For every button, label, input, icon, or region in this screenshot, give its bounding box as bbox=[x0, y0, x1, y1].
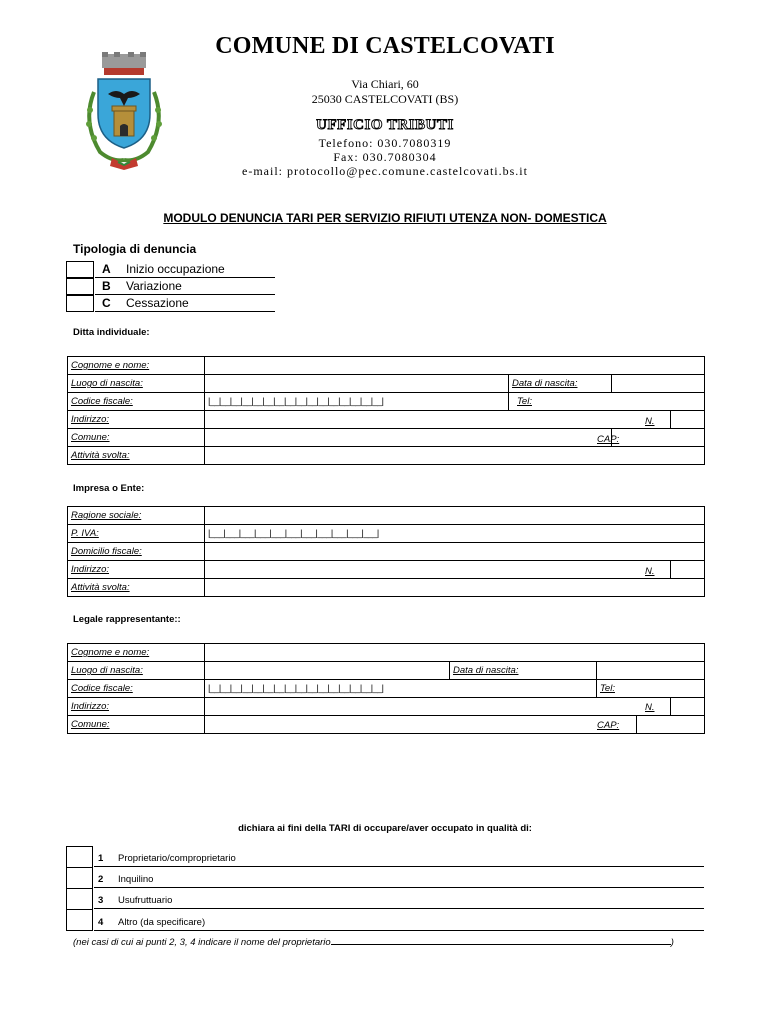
ragione-sociale-label: Ragione sociale: bbox=[68, 507, 205, 525]
phone-number: Telefono: 030.7080319 bbox=[318, 136, 452, 150]
dichiara-heading: dichiara ai fini della TARI di occupare/aver occupato in qualità di: bbox=[238, 823, 532, 834]
data-nascita-field[interactable] bbox=[612, 375, 705, 393]
domicilio-fiscale-label: Domicilio fiscale: bbox=[68, 543, 205, 561]
impresa-table bbox=[67, 506, 705, 597]
form-title: MODULO DENUNCIA TARI PER SERVIZIO RIFIUTI UTENZA NON- DOMESTICA bbox=[163, 211, 607, 225]
legale-heading: Legale rappresentante:: bbox=[73, 614, 181, 625]
table-row bbox=[68, 375, 705, 393]
cognome-label: Cognome e nome: bbox=[68, 357, 205, 375]
proprietario-note bbox=[73, 936, 674, 948]
domicilio-fiscale-field[interactable] bbox=[205, 543, 705, 561]
divider bbox=[94, 908, 704, 909]
attivita-field[interactable] bbox=[205, 447, 705, 465]
checkbox-proprietario[interactable] bbox=[66, 846, 93, 868]
option-4-number: 4 bbox=[98, 917, 104, 928]
tipo-b-label: Variazione bbox=[126, 279, 182, 293]
comune-label: Comune: bbox=[68, 429, 205, 447]
luogo-nascita-field[interactable] bbox=[205, 662, 450, 680]
municipality-title: COMUNE DI CASTELCOVATI bbox=[215, 33, 555, 59]
impresa-heading: Impresa o Ente: bbox=[73, 483, 145, 494]
table-row bbox=[68, 393, 705, 411]
option-2-label: Inquilino bbox=[118, 874, 154, 885]
tipologia-heading: Tipologia di denuncia bbox=[73, 242, 197, 256]
checkbox-tipo-b[interactable] bbox=[66, 278, 94, 295]
indirizzo-label: Indirizzo: bbox=[68, 561, 205, 579]
indirizzo-field[interactable] bbox=[205, 698, 671, 716]
numero-civico-label: N. bbox=[645, 702, 655, 713]
cap-field[interactable] bbox=[612, 429, 705, 447]
codice-fiscale-label: Codice fiscale: bbox=[68, 680, 205, 698]
table-row bbox=[68, 525, 705, 543]
tipo-c-label: Cessazione bbox=[126, 296, 189, 310]
luogo-nascita-label: Luogo di nascita: bbox=[68, 662, 205, 680]
tipo-a-letter: A bbox=[102, 262, 111, 276]
proprietario-name-field[interactable] bbox=[331, 936, 671, 945]
cognome-field[interactable] bbox=[205, 357, 705, 375]
table-row bbox=[68, 411, 705, 429]
comune-field[interactable] bbox=[205, 429, 612, 447]
data-nascita-field[interactable] bbox=[597, 662, 705, 680]
codice-fiscale-boxes: |__|__|__|__|__|__|__|__|__|__|__|__|__|__|__|__| bbox=[208, 683, 384, 693]
table-row bbox=[68, 447, 705, 465]
address-line-1: Via Chiari, 60 bbox=[351, 77, 419, 91]
checkbox-tipo-a[interactable] bbox=[66, 261, 94, 278]
tipo-a-label: Inizio occupazione bbox=[126, 262, 225, 276]
codice-fiscale-field[interactable] bbox=[205, 680, 597, 698]
checkbox-inquilino[interactable] bbox=[66, 867, 93, 889]
attivita-label: Attività svolta: bbox=[68, 447, 205, 465]
divider bbox=[94, 866, 704, 867]
ditta-heading: Ditta individuale: bbox=[73, 327, 150, 338]
indirizzo-field[interactable] bbox=[205, 411, 671, 429]
data-nascita-label: Data di nascita: bbox=[509, 375, 612, 393]
tel-field[interactable] bbox=[509, 393, 705, 411]
cap-label: CAP: bbox=[597, 434, 620, 445]
tel-label: Tel: bbox=[517, 396, 532, 407]
divider bbox=[94, 930, 704, 931]
indirizzo-field[interactable] bbox=[205, 561, 671, 579]
table-row bbox=[68, 698, 705, 716]
data-nascita-label: Data di nascita: bbox=[450, 662, 597, 680]
divider bbox=[94, 887, 704, 888]
attivita-label: Attività svolta: bbox=[68, 579, 205, 597]
checkbox-tipo-c[interactable] bbox=[66, 295, 94, 312]
table-row bbox=[68, 507, 705, 525]
codice-fiscale-boxes: |__|__|__|__|__|__|__|__|__|__|__|__|__|__|__|__| bbox=[208, 396, 384, 406]
attivita-field[interactable] bbox=[205, 579, 705, 597]
checkbox-usufruttuario[interactable] bbox=[66, 888, 93, 910]
indirizzo-label: Indirizzo: bbox=[68, 698, 205, 716]
table-row bbox=[68, 543, 705, 561]
piva-boxes: |___|___|___|___|___|___|___|___|___|___|___| bbox=[208, 528, 379, 538]
divider bbox=[95, 277, 275, 278]
cognome-field[interactable] bbox=[205, 644, 705, 662]
luogo-nascita-label: Luogo di nascita: bbox=[68, 375, 205, 393]
option-2-number: 2 bbox=[98, 874, 104, 885]
table-row bbox=[68, 662, 705, 680]
table-row bbox=[68, 357, 705, 375]
table-row bbox=[68, 579, 705, 597]
numero-civico-field[interactable] bbox=[671, 411, 705, 429]
ditta-table bbox=[67, 356, 705, 465]
tel-field[interactable] bbox=[597, 680, 705, 698]
divider bbox=[95, 311, 275, 312]
piva-field[interactable] bbox=[205, 525, 705, 543]
tel-label: Tel: bbox=[600, 683, 615, 694]
numero-civico-field[interactable] bbox=[671, 698, 705, 716]
table-row bbox=[68, 680, 705, 698]
piva-label: P. IVA: bbox=[68, 525, 205, 543]
office-name: UFFICIO TRIBUTI bbox=[316, 117, 454, 133]
note-close: ) bbox=[670, 937, 674, 948]
email-address: e-mail: protocollo@pec.comune.castelcovati.bs.it bbox=[242, 164, 528, 178]
numero-civico-label: N. bbox=[645, 416, 655, 427]
table-row bbox=[68, 644, 705, 662]
cap-label: CAP: bbox=[597, 720, 620, 731]
option-4-label: Altro (da specificare) bbox=[118, 917, 206, 928]
address-line-2: 25030 CASTELCOVATI (BS) bbox=[311, 92, 459, 106]
numero-civico-label: N. bbox=[645, 566, 655, 577]
cognome-label: Cognome e nome: bbox=[68, 644, 205, 662]
fax-number: Fax: 030.7080304 bbox=[333, 150, 437, 164]
numero-civico-field[interactable] bbox=[671, 561, 705, 579]
option-1-label: Proprietario/comproprietario bbox=[118, 853, 236, 864]
indirizzo-label: Indirizzo: bbox=[68, 411, 205, 429]
note-text: (nei casi di cui ai punti 2, 3, 4 indicare il nome del proprietario bbox=[73, 937, 331, 948]
tipo-c-letter: C bbox=[102, 296, 111, 310]
comune-field[interactable] bbox=[205, 716, 637, 734]
table-row bbox=[68, 561, 705, 579]
tipo-b-letter: B bbox=[102, 279, 111, 293]
codice-fiscale-field[interactable] bbox=[205, 393, 509, 411]
comune-label: Comune: bbox=[68, 716, 205, 734]
luogo-nascita-field[interactable] bbox=[205, 375, 509, 393]
option-3-label: Usufruttuario bbox=[118, 895, 173, 906]
option-3-number: 3 bbox=[98, 895, 104, 906]
checkbox-altro[interactable] bbox=[66, 909, 93, 931]
codice-fiscale-label: Codice fiscale: bbox=[68, 393, 205, 411]
option-1-number: 1 bbox=[98, 853, 104, 864]
ragione-sociale-field[interactable] bbox=[205, 507, 705, 525]
cap-field[interactable] bbox=[637, 716, 705, 734]
divider bbox=[95, 294, 275, 295]
